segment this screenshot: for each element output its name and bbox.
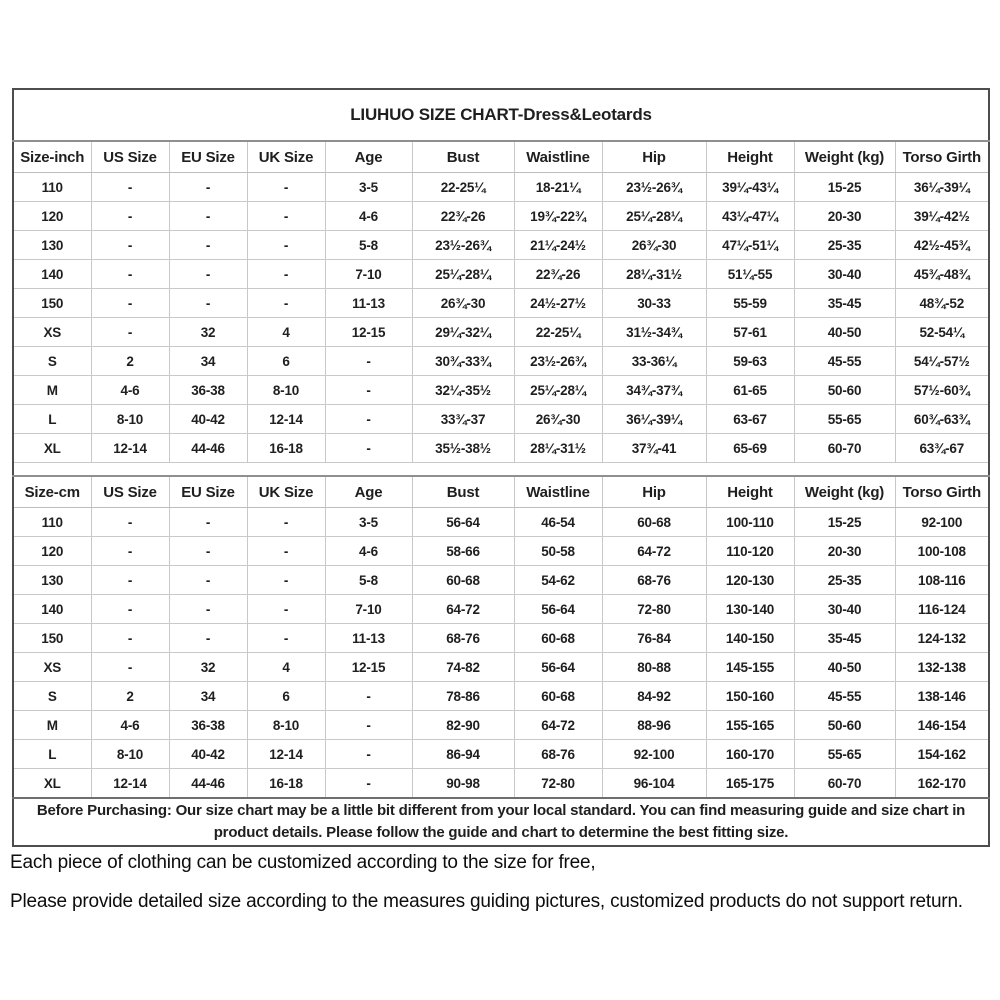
cell: - — [91, 289, 169, 318]
cell: - — [169, 260, 247, 289]
cell: - — [91, 173, 169, 202]
column-header: Height — [706, 141, 794, 173]
cell: 45-55 — [794, 682, 895, 711]
cell: 56-64 — [412, 508, 514, 537]
cell: 30¾-33¾ — [412, 347, 514, 376]
table-row — [13, 173, 989, 202]
column-header: EU Size — [169, 141, 247, 173]
cell: 12-14 — [247, 740, 325, 769]
cell: 68-76 — [602, 566, 706, 595]
cell: 54¼-57½ — [895, 347, 989, 376]
cell: - — [169, 595, 247, 624]
cell: 140 — [13, 595, 91, 624]
column-header: Bust — [412, 141, 514, 173]
cell: 120-130 — [706, 566, 794, 595]
cell: 39¼-42½ — [895, 202, 989, 231]
cell: 8-10 — [91, 405, 169, 434]
cell: 11-13 — [325, 289, 412, 318]
cell: 50-58 — [514, 537, 602, 566]
column-header: Height — [706, 476, 794, 508]
cell: 60-68 — [514, 624, 602, 653]
cell: 25¼-28¼ — [412, 260, 514, 289]
cell: 25-35 — [794, 231, 895, 260]
cell: - — [325, 769, 412, 799]
cell: 28¼-31½ — [514, 434, 602, 463]
cell: - — [247, 289, 325, 318]
table-row — [13, 405, 989, 434]
table-row — [13, 347, 989, 376]
cell: 110 — [13, 508, 91, 537]
cell: 154-162 — [895, 740, 989, 769]
cell: 146-154 — [895, 711, 989, 740]
column-header: Waistline — [514, 476, 602, 508]
cell: 25¼-28¼ — [514, 376, 602, 405]
cell: - — [247, 537, 325, 566]
cell: 8-10 — [247, 376, 325, 405]
table-spacer — [13, 463, 989, 477]
cell: 63-67 — [706, 405, 794, 434]
cell: 55-65 — [794, 740, 895, 769]
cell: - — [169, 202, 247, 231]
header-row-cm — [13, 476, 989, 508]
cell: 35½-38½ — [412, 434, 514, 463]
cell: - — [247, 566, 325, 595]
column-header: Hip — [602, 476, 706, 508]
column-header: Age — [325, 141, 412, 173]
cell: 36¼-39¼ — [602, 405, 706, 434]
cell: - — [169, 173, 247, 202]
size-chart-table — [12, 88, 990, 847]
cell: 65-69 — [706, 434, 794, 463]
cell: 34 — [169, 347, 247, 376]
cell: 8-10 — [91, 740, 169, 769]
table-row — [13, 260, 989, 289]
cell: XS — [13, 318, 91, 347]
cell: 64-72 — [412, 595, 514, 624]
cell: 60-70 — [794, 434, 895, 463]
cell: 64-72 — [602, 537, 706, 566]
table-row — [13, 537, 989, 566]
cell: 33¾-37 — [412, 405, 514, 434]
table-row — [13, 653, 989, 682]
cell: 18-21¼ — [514, 173, 602, 202]
cell: 132-138 — [895, 653, 989, 682]
cell: 22¾-26 — [412, 202, 514, 231]
cell: 116-124 — [895, 595, 989, 624]
cell: 58-66 — [412, 537, 514, 566]
cell: 45-55 — [794, 347, 895, 376]
cell: XS — [13, 653, 91, 682]
cell: 150 — [13, 289, 91, 318]
cell: 28¼-31½ — [602, 260, 706, 289]
cell: 4 — [247, 653, 325, 682]
cell: 2 — [91, 347, 169, 376]
cell: 3-5 — [325, 173, 412, 202]
cell: 40-50 — [794, 318, 895, 347]
cell: 47¼-51¼ — [706, 231, 794, 260]
column-header: Torso Girth — [895, 141, 989, 173]
cell: 40-50 — [794, 653, 895, 682]
table-row — [13, 318, 989, 347]
footnote-customization: Each piece of clothing can be customized according to the size for free, — [10, 852, 596, 873]
cell: 30-40 — [794, 595, 895, 624]
cell: 110 — [13, 173, 91, 202]
cell: 59-63 — [706, 347, 794, 376]
cell: 39¼-43¼ — [706, 173, 794, 202]
cell: 54-62 — [514, 566, 602, 595]
cell: 25-35 — [794, 566, 895, 595]
chart-title-row — [13, 89, 989, 141]
cell: - — [91, 624, 169, 653]
purchase-note-row — [13, 798, 989, 846]
cell: 5-8 — [325, 566, 412, 595]
cell: 15-25 — [794, 508, 895, 537]
chart-title: LIUHUO SIZE CHART-Dress&Leotards — [13, 89, 989, 141]
cell: M — [13, 376, 91, 405]
cell: 23½-26¾ — [602, 173, 706, 202]
cell: 7-10 — [325, 595, 412, 624]
cell: 63¾-67 — [895, 434, 989, 463]
table-row — [13, 711, 989, 740]
cell: 23½-26¾ — [514, 347, 602, 376]
cell: - — [169, 508, 247, 537]
cell: 50-60 — [794, 376, 895, 405]
cell: - — [247, 595, 325, 624]
cell: 140 — [13, 260, 91, 289]
cell: 51¼-55 — [706, 260, 794, 289]
cell: 35-45 — [794, 289, 895, 318]
cell: 40-42 — [169, 405, 247, 434]
cell: L — [13, 740, 91, 769]
cell: 145-155 — [706, 653, 794, 682]
cell: 160-170 — [706, 740, 794, 769]
cell: 25¼-28¼ — [602, 202, 706, 231]
cell: 15-25 — [794, 173, 895, 202]
cell: 16-18 — [247, 434, 325, 463]
cell: - — [247, 231, 325, 260]
cell: - — [325, 711, 412, 740]
cell: 31½-34¾ — [602, 318, 706, 347]
cell: 60-68 — [602, 508, 706, 537]
cell: - — [325, 740, 412, 769]
table-row — [13, 769, 989, 799]
cell: 20-30 — [794, 537, 895, 566]
cell: 64-72 — [514, 711, 602, 740]
cell: 44-46 — [169, 769, 247, 799]
cell: 12-15 — [325, 318, 412, 347]
cell: 37¾-41 — [602, 434, 706, 463]
table-row — [13, 231, 989, 260]
column-header: EU Size — [169, 476, 247, 508]
cell: - — [325, 405, 412, 434]
cell: 26¾-30 — [514, 405, 602, 434]
table-row — [13, 289, 989, 318]
cell: 6 — [247, 347, 325, 376]
cell: 56-64 — [514, 653, 602, 682]
cell: 23½-26¾ — [412, 231, 514, 260]
cell: 74-82 — [412, 653, 514, 682]
column-header: Weight (kg) — [794, 141, 895, 173]
cell: 4-6 — [325, 537, 412, 566]
cell: 60-68 — [514, 682, 602, 711]
cell: 60¾-63¾ — [895, 405, 989, 434]
cell: 76-84 — [602, 624, 706, 653]
purchase-note: Before Purchasing: Our size chart may be a little bit different from your local standard. You can find measuring guide and size chart in product details. Please follow the guide and chart to determine the best fitting size. — [13, 798, 989, 846]
cell: 108-116 — [895, 566, 989, 595]
column-header: Weight (kg) — [794, 476, 895, 508]
cell: 90-98 — [412, 769, 514, 799]
cell: 12-14 — [247, 405, 325, 434]
cell: 12-14 — [91, 769, 169, 799]
cell: 92-100 — [895, 508, 989, 537]
cell: 4-6 — [91, 376, 169, 405]
cell: - — [91, 231, 169, 260]
cell: - — [169, 289, 247, 318]
cell: 82-90 — [412, 711, 514, 740]
cell: 120 — [13, 202, 91, 231]
cell: XL — [13, 434, 91, 463]
cell: 19¾-22¾ — [514, 202, 602, 231]
cell: - — [91, 595, 169, 624]
column-header: UK Size — [247, 141, 325, 173]
cell: 52-54¼ — [895, 318, 989, 347]
cell: - — [91, 202, 169, 231]
cell: 30-33 — [602, 289, 706, 318]
cell: M — [13, 711, 91, 740]
cell: 24½-27½ — [514, 289, 602, 318]
cell: 50-60 — [794, 711, 895, 740]
cell: 165-175 — [706, 769, 794, 799]
cell: - — [91, 537, 169, 566]
cell: 4 — [247, 318, 325, 347]
cell: - — [325, 682, 412, 711]
cell: 130 — [13, 231, 91, 260]
cell: 84-92 — [602, 682, 706, 711]
column-header: Age — [325, 476, 412, 508]
cell: 43¼-47¼ — [706, 202, 794, 231]
cell: 5-8 — [325, 231, 412, 260]
cell: 110-120 — [706, 537, 794, 566]
cell: 55-65 — [794, 405, 895, 434]
cell: - — [91, 653, 169, 682]
table-row — [13, 740, 989, 769]
cell: 140-150 — [706, 624, 794, 653]
column-header: Waistline — [514, 141, 602, 173]
cell: 96-104 — [602, 769, 706, 799]
cell: 68-76 — [514, 740, 602, 769]
column-header: Bust — [412, 476, 514, 508]
cell: 44-46 — [169, 434, 247, 463]
cell: 57-61 — [706, 318, 794, 347]
cell: 100-110 — [706, 508, 794, 537]
cell: 6 — [247, 682, 325, 711]
cell: 80-88 — [602, 653, 706, 682]
column-header: US Size — [91, 141, 169, 173]
cell: L — [13, 405, 91, 434]
cell: 130 — [13, 566, 91, 595]
cell: 130-140 — [706, 595, 794, 624]
cell: 36-38 — [169, 376, 247, 405]
cell: 124-132 — [895, 624, 989, 653]
cell: 21¼-24½ — [514, 231, 602, 260]
cell: 32 — [169, 318, 247, 347]
cell: 4-6 — [325, 202, 412, 231]
cell: 26¾-30 — [602, 231, 706, 260]
cell: 150-160 — [706, 682, 794, 711]
column-header: US Size — [91, 476, 169, 508]
cell: 32 — [169, 653, 247, 682]
table-row — [13, 624, 989, 653]
column-header: Hip — [602, 141, 706, 173]
cell: - — [247, 173, 325, 202]
cell: 120 — [13, 537, 91, 566]
cell: 4-6 — [91, 711, 169, 740]
cell: - — [325, 434, 412, 463]
cell: 56-64 — [514, 595, 602, 624]
cell: 36-38 — [169, 711, 247, 740]
cell: 16-18 — [247, 769, 325, 799]
cell: 33-36¼ — [602, 347, 706, 376]
cell: 88-96 — [602, 711, 706, 740]
footnote-return-policy: Please provide detailed size according to the measures guiding pictures, customized products do not support return. — [10, 891, 963, 912]
cell: 86-94 — [412, 740, 514, 769]
cell: 55-59 — [706, 289, 794, 318]
cell: - — [91, 566, 169, 595]
cell: - — [169, 537, 247, 566]
table-row — [13, 566, 989, 595]
cell: - — [169, 566, 247, 595]
cell: XL — [13, 769, 91, 799]
cell: 22¾-26 — [514, 260, 602, 289]
cell: 92-100 — [602, 740, 706, 769]
table-row — [13, 202, 989, 231]
cell: S — [13, 347, 91, 376]
cell: 11-13 — [325, 624, 412, 653]
cell: 2 — [91, 682, 169, 711]
cell: 42½-45¾ — [895, 231, 989, 260]
cell: 32¼-35½ — [412, 376, 514, 405]
column-header: Torso Girth — [895, 476, 989, 508]
cell: 8-10 — [247, 711, 325, 740]
cell: 7-10 — [325, 260, 412, 289]
cell: - — [91, 508, 169, 537]
cell: 61-65 — [706, 376, 794, 405]
cell: 60-70 — [794, 769, 895, 799]
cell: - — [169, 231, 247, 260]
cell: 68-76 — [412, 624, 514, 653]
column-header: Size-cm — [13, 476, 91, 508]
cell: 34 — [169, 682, 247, 711]
cell: 162-170 — [895, 769, 989, 799]
cell: 155-165 — [706, 711, 794, 740]
cell: 30-40 — [794, 260, 895, 289]
cell: - — [325, 376, 412, 405]
cell: 40-42 — [169, 740, 247, 769]
cell: 72-80 — [602, 595, 706, 624]
cell: - — [247, 202, 325, 231]
table-row — [13, 682, 989, 711]
cell: 3-5 — [325, 508, 412, 537]
cell: 100-108 — [895, 537, 989, 566]
cell: 34¾-37¾ — [602, 376, 706, 405]
cell: 12-14 — [91, 434, 169, 463]
cell: 22-25¼ — [412, 173, 514, 202]
cell: 26¾-30 — [412, 289, 514, 318]
cell: - — [325, 347, 412, 376]
column-header: UK Size — [247, 476, 325, 508]
cell: 46-54 — [514, 508, 602, 537]
table-row — [13, 595, 989, 624]
spacer-cell — [13, 463, 989, 477]
cell: - — [247, 260, 325, 289]
cell: 78-86 — [412, 682, 514, 711]
cell: 138-146 — [895, 682, 989, 711]
cell: 35-45 — [794, 624, 895, 653]
cell: 48¾-52 — [895, 289, 989, 318]
cell: 45¾-48¾ — [895, 260, 989, 289]
table-row — [13, 376, 989, 405]
table-row — [13, 434, 989, 463]
table-row — [13, 508, 989, 537]
cell: 36¼-39¼ — [895, 173, 989, 202]
header-row-inch — [13, 141, 989, 173]
cell: 72-80 — [514, 769, 602, 799]
cell: - — [169, 624, 247, 653]
footnotes — [10, 852, 995, 930]
cell: 22-25¼ — [514, 318, 602, 347]
cell: - — [247, 624, 325, 653]
cell: S — [13, 682, 91, 711]
cell: - — [91, 318, 169, 347]
cell: - — [91, 260, 169, 289]
cell: - — [247, 508, 325, 537]
cell: 57½-60¾ — [895, 376, 989, 405]
column-header: Size-inch — [13, 141, 91, 173]
cell: 150 — [13, 624, 91, 653]
cell: 12-15 — [325, 653, 412, 682]
cell: 20-30 — [794, 202, 895, 231]
cell: 29¼-32¼ — [412, 318, 514, 347]
cell: 60-68 — [412, 566, 514, 595]
